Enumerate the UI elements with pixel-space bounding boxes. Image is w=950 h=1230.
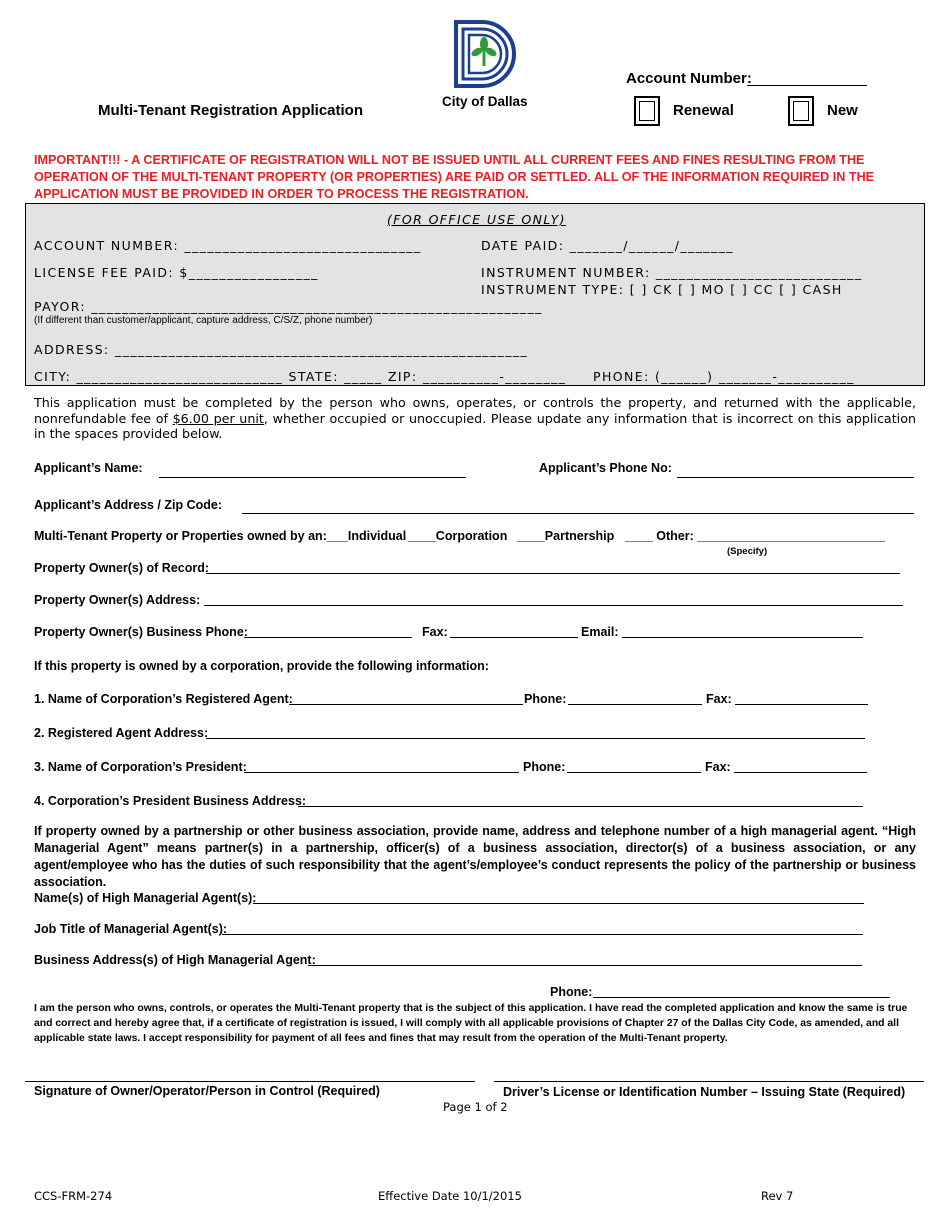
other-option[interactable]: ____ Other: ___________________________ — [625, 529, 885, 543]
effective-date: Effective Date 10/1/2015 — [378, 1189, 522, 1203]
job-title-label: Job Title of Managerial Agent(s): — [34, 922, 228, 936]
new-checkbox[interactable] — [788, 96, 814, 126]
president-address-label: 4. Corporation’s President Business Address: — [34, 794, 307, 808]
license-label: Driver’s License or Identification Number – Issuing State (Required) — [503, 1085, 906, 1099]
certification-text: I am the person who owns, controls, or operates the Multi-Tenant property that is the subject of this application. I have read the completed application and know the same is true and correct and hereby agree that, if a certificate of registration is issued, I will comply with all applicable provisions of Chapter 27 of the Dallas City Code, as amended, and all applicable state laws. I accept responsibility for payment of all fees and fines that may result from the operation of the Multi-Tenant property. — [34, 1003, 908, 1044]
agent-address-input[interactable] — [206, 738, 865, 739]
agent-fax-input[interactable] — [735, 704, 868, 705]
owner-fax-label: Fax: — [422, 625, 448, 639]
agent-phone-input[interactable] — [568, 704, 702, 705]
president-phone-input[interactable] — [567, 772, 701, 773]
owner-address-label: Property Owner(s) Address: — [34, 593, 201, 607]
partnership-option[interactable]: ____Partnership — [517, 529, 615, 543]
office-use-box — [25, 203, 925, 386]
job-title-input[interactable] — [222, 934, 863, 935]
owner-phone-input[interactable] — [244, 637, 412, 638]
managerial-names-label: Name(s) of High Managerial Agent(s): — [34, 891, 257, 905]
managerial-phone-input[interactable] — [593, 997, 890, 998]
president-fax-input[interactable] — [734, 772, 867, 773]
signature-label: Signature of Owner/Operator/Person in Control (Required) — [34, 1084, 380, 1098]
office-instrument-number: INSTRUMENT NUMBER: ___________________________ — [481, 265, 863, 280]
renewal-checkbox[interactable] — [634, 96, 660, 126]
office-use-heading: (FOR OFFICE USE ONLY) — [387, 212, 566, 227]
corporation-option[interactable]: ____Corporation — [408, 529, 508, 543]
president-address-input[interactable] — [298, 806, 863, 807]
managerial-phone-label: Phone: — [550, 985, 593, 999]
form-title: Multi-Tenant Registration Application — [98, 102, 363, 119]
applicant-address-label: Applicant’s Address / Zip Code: — [34, 498, 222, 512]
new-label: New — [827, 102, 858, 119]
agent-phone-label: Phone: — [524, 692, 567, 706]
intro-paragraph: This application must be completed by the person who owns, operates, or controls the property, and returned with the applicable, nonrefundable fee of $6.00 per unit, whether occupied or unoccupied. Please update any information that is incorrect on this application in the spaces provided below. — [34, 395, 916, 441]
applicant-phone-input[interactable] — [677, 477, 914, 478]
president-name-label: 3. Name of Corporation’s President: — [34, 760, 247, 774]
office-address: ADDRESS: ______________________________________________________ — [34, 342, 529, 357]
office-account-number: ACCOUNT NUMBER: _______________________________ — [34, 238, 422, 253]
corp-intro: If this property is owned by a corporation, provide the following information: — [34, 659, 489, 673]
city-of-dallas-logo-icon — [454, 20, 518, 88]
agent-address-label: 2. Registered Agent Address: — [34, 726, 209, 740]
individual-option[interactable]: ___Individual — [327, 529, 407, 543]
business-address-label: Business Address(s) of High Managerial Agent: — [34, 953, 316, 967]
agent-name-input[interactable] — [289, 704, 523, 705]
agent-fax-label: Fax: — [706, 692, 732, 706]
owned-by-label: Multi-Tenant Property or Properties owned by an: — [34, 529, 327, 543]
important-notice: IMPORTANT!!! - A CERTIFICATE OF REGISTRATION WILL NOT BE ISSUED UNTIL ALL CURRENT FEES AND FINES RESULTING FROM THE OPERATION OF THE MULTI-TENANT PROPERTY (OR PROPERTIES) ARE PAID OR SETTLED. ALL OF THE INFORMATION REQUIRED IN THE APPLICATION MUST BE PROVIDED IN ORDER TO PROCESS THE REGISTRATION. — [34, 153, 875, 201]
owner-email-label: Email: — [581, 625, 619, 639]
city-name: City of Dallas — [442, 94, 528, 109]
agent-name-label: 1. Name of Corporation’s Registered Agent: — [34, 692, 293, 706]
license-line[interactable] — [494, 1081, 924, 1082]
office-instrument-type: INSTRUMENT TYPE: [ ] CK [ ] MO [ ] CC [ ] CASH — [481, 282, 843, 297]
account-number-line[interactable] — [747, 85, 867, 86]
office-license-fee: LICENSE FEE PAID: $_________________ — [34, 265, 319, 280]
owner-address-input[interactable] — [204, 605, 903, 606]
owner-fax-input[interactable] — [450, 637, 578, 638]
president-name-input[interactable] — [244, 772, 519, 773]
president-phone-label: Phone: — [523, 760, 566, 774]
owner-email-input[interactable] — [622, 637, 863, 638]
signature-line[interactable] — [25, 1081, 475, 1082]
form-id: CCS-FRM-274 — [34, 1189, 113, 1203]
owner-record-input[interactable] — [206, 573, 900, 574]
owner-phone-label: Property Owner(s) Business Phone: — [34, 625, 248, 639]
office-phone: PHONE: (______) _______-__________ — [593, 369, 855, 384]
applicant-phone-label: Applicant’s Phone No: — [539, 461, 672, 475]
managerial-names-input[interactable] — [253, 903, 864, 904]
renewal-label: Renewal — [673, 102, 734, 119]
partnership-paragraph: If property owned by a partnership or other business association, provide name, address and telephone number of a high managerial agent. “High Managerial Agent” means partner(s) in a partnership, officer(s) of a business association, director(s) of a business association, or any agent/employee who has the duties of such responsibility that the agent’s/employee’s conduct represents the policy of the partnership or business association. — [34, 824, 916, 889]
applicant-name-label: Applicant’s Name: — [34, 461, 143, 475]
business-address-input[interactable] — [308, 965, 862, 966]
office-payor: PAYOR: ___________________________________________________________ — [34, 299, 543, 314]
president-fax-label: Fax: — [705, 760, 731, 774]
office-payor-note: (If different than customer/applicant, capture address, C/S/Z, phone number) — [34, 315, 373, 326]
owner-record-label: Property Owner(s) of Record: — [34, 561, 210, 575]
applicant-name-input[interactable] — [159, 477, 466, 478]
specify-note: (Specify) — [727, 546, 768, 557]
revision: Rev 7 — [761, 1189, 794, 1203]
page-number: Page 1 of 2 — [443, 1100, 508, 1114]
account-number-label: Account Number: — [626, 70, 752, 87]
office-city: CITY: ___________________________ STATE: _____ ZIP: __________-________ — [34, 369, 567, 384]
office-date-paid: DATE PAID: _______/______/_______ — [481, 238, 734, 253]
applicant-address-input[interactable] — [242, 513, 914, 514]
